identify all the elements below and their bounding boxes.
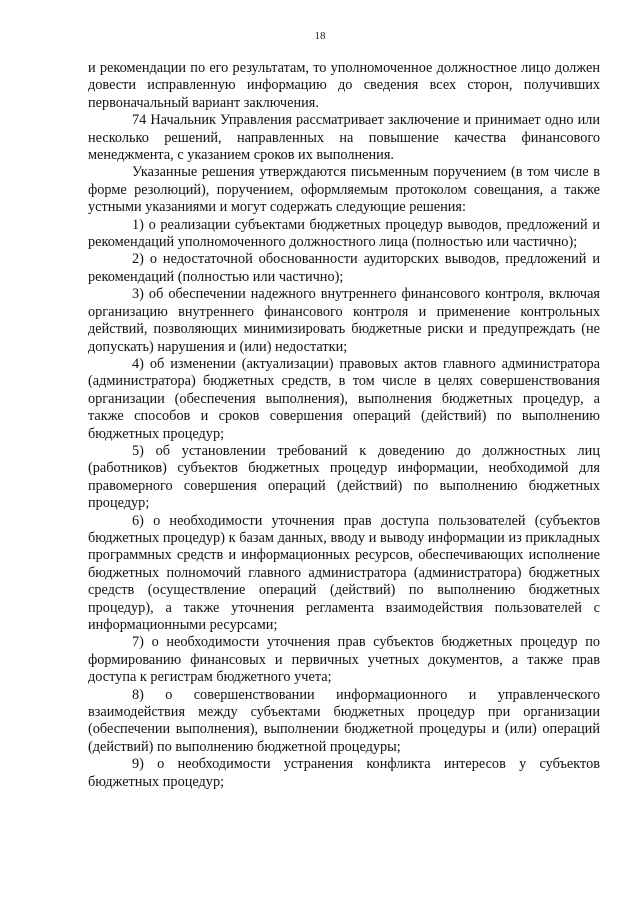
list-item-4: 4) об изменении (актуализации) правовых актов главного администратора (администратора) бюджетных средств, в том числе в целях совершенствования организации (обеспечения выполнения), выполнения бюджетных процедур, а также способов и сроков совершения операций (действий) по выполнению бюджетных процедур; (88, 355, 600, 442)
paragraph-continuation: и рекомендации по его результатам, то уполномоченное должностное лицо должен довести исправленную информацию до сведения всех сторон, получивших первоначальный вариант заключения. (88, 60, 600, 111)
document-body (88, 60, 600, 791)
list-item-7: 7) о необходимости уточнения прав субъектов бюджетных процедур по формированию финансовых и первичных учетных документов, а также прав доступа к регистрам бюджетного учета; (88, 634, 600, 686)
list-item-9: 9) о необходимости устранения конфликта интересов у субъектов бюджетных процедур; (88, 756, 600, 790)
list-item-8: 8) о совершенствовании информационного и управленческого взаимодействия между субъектами бюджетных процедур при организации (обеспечении выполнения), выполнении бюджетной процедуры и (или) операций (действий) по выполнению бюджетной процедуры; (88, 686, 600, 755)
list-item-6: 6) о необходимости уточнения прав доступа пользователей (субъектов бюджетных процедур) к базам данных, вводу и выводу информации из прикладных программных средств и информационных ресурсов, обеспечивающих исполнение бюджетных полномочий главного администратора (администратора) бюджетных средств (осуществление операций (действий) по выполнению бюджетных процедур), а также уточнения регламента взаимодействия пользователей с информационными ресурсами; (88, 512, 600, 633)
list-item-5: 5) об установлении требований к доведению до должностных лиц (работников) субъектов бюджетных процедур информации, необходимой для правомерного совершения операций (действий) по выполнению бюджетных процедур; (88, 442, 600, 512)
paragraph-decisions-intro: Указанные решения утверждаются письменным поручением (в том числе в форме резолюций), поручением, оформляемым протоколом совещания, а также устными указаниями и могут содержать следующие решения: (88, 164, 600, 216)
paragraph-clause-74: 74 Начальник Управления рассматривает заключение и принимает одно или несколько решений, направленных на повышение качества финансового менеджмента, с указанием сроков их выполнения. (88, 112, 600, 164)
list-item-1: 1) о реализации субъектами бюджетных процедур выводов, предложений и рекомендаций уполномоченного должностного лица (полностью или частично); (88, 216, 600, 251)
list-item-3: 3) об обеспечении надежного внутреннего финансового контроля, включая организацию внутреннего финансового контроля и применение контрольных действий, позволяющих минимизировать бюджетные риски и предупреждать (не допускать) нарушения и (или) недостатки; (88, 286, 600, 355)
list-item-2: 2) о недостаточной обоснованности аудиторских выводов, предложений и рекомендаций (полностью или частично); (88, 251, 600, 285)
page-number: 18 (314, 30, 326, 42)
